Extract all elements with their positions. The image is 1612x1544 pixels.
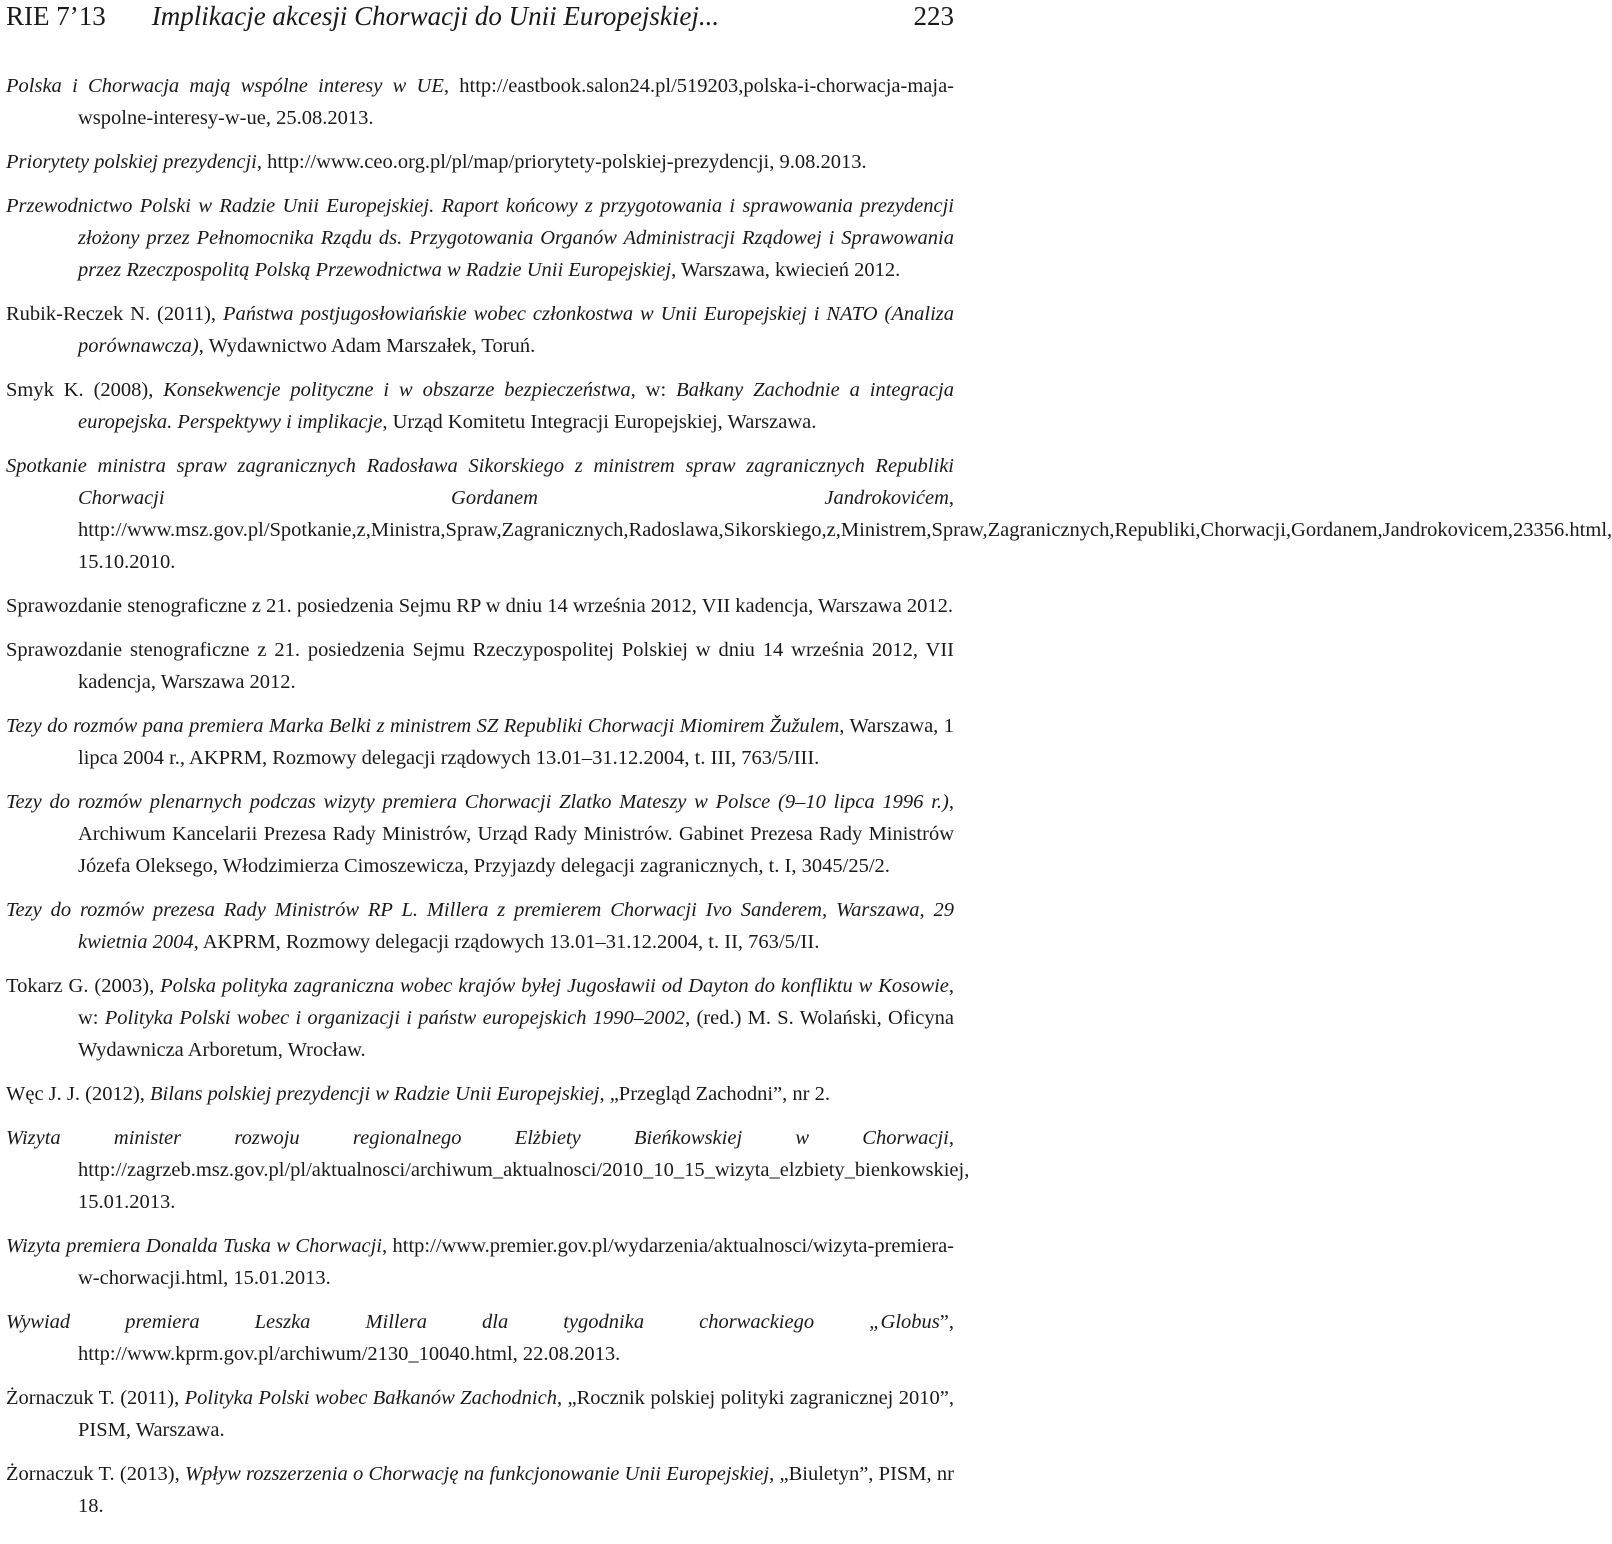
- bibliography-entry: [6, 450, 1612, 578]
- bibliography-entry: [6, 786, 954, 882]
- entry-title-italic: Wizyta minister rozwoju regionalnego Elżbiety Bieńkowskiej w Chorwacji: [6, 1127, 949, 1149]
- entry-title-italic: Bilans polskiej prezydencji w Radzie Unii Europejskiej: [150, 1083, 600, 1105]
- entry-title-italic: Wizyta premiera Donalda Tuska w Chorwacji: [6, 1235, 382, 1257]
- bibliography-entry: [6, 1458, 954, 1522]
- bibliography-entry: [6, 1122, 970, 1218]
- entry-text: , w:: [78, 975, 955, 1029]
- entry-text: , AKPRM, Rozmowy delegacji rządowych 13.01–31.12.2004, t. II, 763/5/II.: [193, 931, 820, 953]
- entry-text: , Warszawa, kwiecień 2012.: [671, 259, 901, 281]
- entry-text: , Urząd Komitetu Integracji Europejskiej, Warszawa.: [382, 411, 817, 433]
- entry-title-italic: Przewodnictwo Polski w Radzie Unii Europejskiej. Raport końcowy z przygotowania i sprawowania prezydencji złożony przez Pełnomocnika Rządu ds. Przygotowania Organów Administracji Rządowej i Sprawowania przez Rzeczpospolitą Polską Przewodnictwa w Radzie Unii Europejskiej: [6, 195, 954, 281]
- entry-text: Smyk K. (2008),: [6, 379, 164, 401]
- entry-title-italic: Państwa postjugosłowiańskie wobec członkostwa w Unii Europejskiej i NATO (Analiza porównawcza): [78, 303, 954, 357]
- running-title: Implikacje akcesji Chorwacji do Unii Europejskiej...: [151, 1, 720, 31]
- entry-text: , „Biuletyn”, PISM, nr 18.: [78, 1463, 954, 1517]
- entry-text: , „Rocznik polskiej polityki zagranicznej 2010”, PISM, Warszawa.: [78, 1387, 955, 1441]
- entry-text: Rubik-Reczek N. (2011),: [6, 303, 223, 325]
- entry-title-italic: Polityka Polski wobec i organizacji i państw europejskich 1990–2002: [104, 1007, 686, 1029]
- entry-title-italic: Spotkanie ministra spraw zagranicznych Radosława Sikorskiego z ministrem spraw zagranicznych Republiki Chorwacji Gordanem Jandrokovićem: [6, 455, 954, 509]
- entry-title-italic: Tezy do rozmów plenarnych podczas wizyty premiera Chorwacji Zlatko Mateszy w Polsce (9–10 lipca 1996 r.): [6, 791, 949, 813]
- entry-text: , http://www.msz.gov.pl/Spotkanie,z,Ministra,Spraw,Zagranicznych,Radoslawa,Sikorskiego,z,Ministrem,Spraw,Zagranicznych,Republiki,Chorwacji,Gordanem,Jandrokovicem,23356.html, 15.10.2010.: [78, 487, 1612, 573]
- entry-text: , Warszawa, 1 lipca 2004 r., AKPRM, Rozmowy delegacji rządowych 13.01–31.12.2004, t. III, 763/5/III.: [78, 715, 954, 769]
- bibliography-entry: [6, 634, 954, 698]
- bibliography-entry: [6, 970, 954, 1066]
- entry-text: , Archiwum Kancelarii Prezesa Rady Ministrów, Urząd Rady Ministrów. Gabinet Prezesa Rady Ministrów Józefa Oleksego, Włodzimierza Cimoszewicza, Przyjazdy delegacji zagranicznych, t. I, 3045/25/2.: [78, 791, 954, 877]
- entry-title-italic: Tezy do rozmów prezesa Rady Ministrów RP L. Millera z premierem Chorwacji Ivo Sanderem, Warszawa, 29 kwietnia 2004: [6, 899, 954, 953]
- entry-title-italic: Polska i Chorwacja mają wspólne interesy w UE: [6, 75, 444, 97]
- entry-title-italic: Wpływ rozszerzenia o Chorwację na funkcjonowanie Unii Europejskiej: [184, 1463, 770, 1485]
- entry-text: , http://zagrzeb.msz.gov.pl/pl/aktualnosci/archiwum_aktualnosci/2010_10_15_wizyta_elzbiety_bienkowskiej, 15.01.2013.: [78, 1127, 970, 1213]
- bibliography-entry: [6, 146, 954, 178]
- entry-text: , http://www.ceo.org.pl/pl/map/priorytety-polskiej-prezydencji, 9.08.2013.: [256, 151, 867, 173]
- entry-text: Sprawozdanie stenograficzne z 21. posiedzenia Sejmu Rzeczypospolitej Polskiej w dniu 14 września 2012, VII kadencja, Warszawa 2012.: [6, 639, 954, 693]
- running-header: [6, 0, 954, 32]
- bibliography-entry: [6, 374, 954, 438]
- entry-text: Żornaczuk T. (2011),: [6, 1387, 185, 1409]
- page-number: 223: [913, 1, 954, 31]
- bibliography-entry: [6, 710, 954, 774]
- bibliography-entry: [6, 894, 954, 958]
- entry-text: , „Przegląd Zachodni”, nr 2.: [599, 1083, 830, 1105]
- bibliography-entry: [6, 590, 954, 622]
- bibliography-entry: [6, 1078, 954, 1110]
- entry-text: , (red.) M. S. Wolański, Oficyna Wydawnicza Arboretum, Wrocław.: [78, 1007, 954, 1061]
- bibliography-entry: [6, 70, 954, 134]
- entry-title-italic: Priorytety polskiej prezydencji: [6, 151, 257, 173]
- bibliography-entry: [6, 1382, 954, 1446]
- bibliography-list: [6, 70, 1612, 1522]
- entry-text: Tokarz G. (2003),: [6, 975, 161, 997]
- entry-title-italic: Konsekwencje polityczne i w obszarze bezpieczeństwa: [163, 379, 631, 401]
- entry-title-italic: Polityka Polski wobec Bałkanów Zachodnich: [184, 1387, 557, 1409]
- entry-text: , http://eastbook.salon24.pl/519203,polska-i-chorwacja-maja-wspolne-interesy-w-ue, 25.08.2013.: [78, 75, 954, 129]
- journal-issue: RIE 7’13: [6, 1, 106, 31]
- entry-text: Węc J. J. (2012),: [6, 1083, 151, 1105]
- entry-text: Żornaczuk T. (2013),: [6, 1463, 185, 1485]
- entry-title-italic: Wywiad premiera Leszka Millera dla tygodnika chorwackiego „Globus: [6, 1311, 940, 1333]
- bibliography-entry: [6, 1230, 954, 1294]
- bibliography-entry: [6, 298, 954, 362]
- entry-text: , w:: [630, 379, 677, 401]
- entry-title-italic: Polska polityka zagraniczna wobec krajów byłej Jugosławii od Dayton do konfliktu w Kosowie: [160, 975, 949, 997]
- entry-text: , Wydawnictwo Adam Marszałek, Toruń.: [198, 335, 536, 357]
- entry-text: ”, http://www.kprm.gov.pl/archiwum/2130_10040.html, 22.08.2013.: [78, 1311, 954, 1365]
- entry-text: , http://www.premier.gov.pl/wydarzenia/aktualnosci/wizyta-premiera-w-chorwacji.html, 15.01.2013.: [78, 1235, 955, 1289]
- bibliography-entry: [6, 1306, 954, 1370]
- entry-text: Sprawozdanie stenograficzne z 21. posiedzenia Sejmu RP w dniu 14 września 2012, VII kadencja, Warszawa 2012.: [6, 595, 953, 617]
- bibliography-entry: [6, 190, 954, 286]
- entry-title-italic: Bałkany Zachodnie a integracja europejska. Perspektywy i implikacje: [78, 379, 954, 433]
- entry-title-italic: Tezy do rozmów pana premiera Marka Belki z ministrem SZ Republiki Chorwacji Miomirem Žužulem: [6, 715, 840, 737]
